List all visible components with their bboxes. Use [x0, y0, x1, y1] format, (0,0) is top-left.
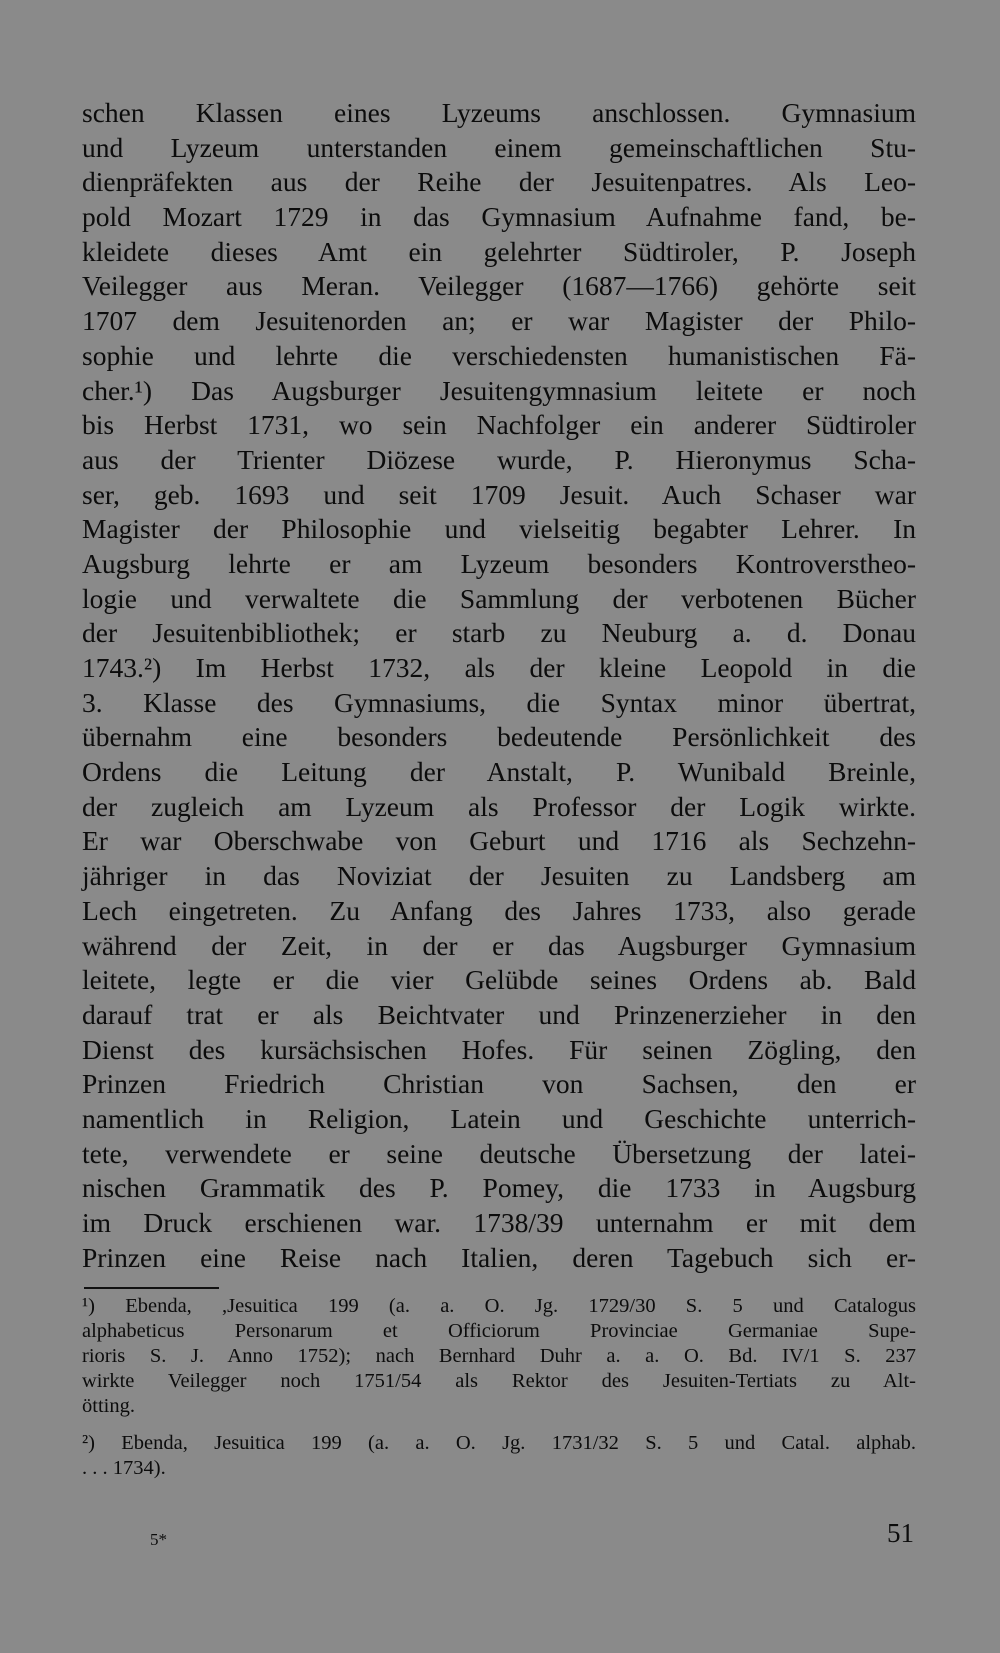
text-line: pold Mozart 1729 in das Gymnasium Aufnahme fand, be-	[82, 201, 916, 233]
text-line: leitete, legte er die vier Gelübde seines Ordens ab. Bald	[82, 964, 916, 996]
footnotes	[82, 1294, 916, 1481]
text-line: jähriger in das Noviziat der Jesuiten zu Landsberg am	[82, 860, 916, 892]
text-line: darauf trat er als Beichtvater und Prinzenerzieher in den	[82, 998, 916, 1030]
footnote-line: rioris S. J. Anno 1752); nach Bernhard Duhr a. a. O. Bd. IV/1 S. 237	[82, 1345, 916, 1367]
text-line: tete, verwendete er seine deutsche Übersetzung der latei-	[82, 1137, 916, 1169]
text-line: Prinzen eine Reise nach Italien, deren Tagebuch sich er-	[82, 1241, 916, 1273]
text-line: Ordens die Leitung der Anstalt, P. Wunibald Breinle,	[82, 756, 916, 788]
text-line: übernahm eine besonders bedeutende Persönlichkeit des	[82, 721, 916, 753]
footnote-line: ²) Ebenda, Jesuitica 199 (a. a. O. Jg. 1731/32 S. 5 und Catal. alphab.	[82, 1432, 916, 1454]
footnote-gap	[82, 1419, 916, 1431]
footnote-line: ¹) Ebenda, ,Jesuitica 199 (a. a. O. Jg. 1729/30 S. 5 und Catalogus	[82, 1295, 916, 1317]
text-line: und Lyzeum unterstanden einem gemeinschaftlichen Stu-	[82, 131, 916, 163]
text-line: dienpräfekten aus der Reihe der Jesuitenpatres. Als Leo-	[82, 166, 916, 198]
text-line: Magister der Philosophie und vielseitig begabter Lehrer. In	[82, 513, 916, 545]
text-line: namentlich in Religion, Latein und Geschichte unterrich-	[82, 1102, 916, 1134]
text-line: 3. Klasse des Gymnasiums, die Syntax minor übertrat,	[82, 686, 916, 718]
text-line: der Jesuitenbibliothek; er starb zu Neuburg a. d. Donau	[82, 617, 916, 649]
footnote-line: wirkte Veilegger noch 1751/54 als Rektor des Jesuiten-Tertiats zu Alt-	[82, 1370, 916, 1392]
text-line: bis Herbst 1731, wo sein Nachfolger ein anderer Südtiroler	[82, 409, 916, 441]
footnote-line: . . . 1734).	[82, 1457, 166, 1479]
printer-signature-mark: 5*	[150, 1530, 167, 1549]
text-line: logie und verwaltete die Sammlung der verbotenen Bücher	[82, 582, 916, 614]
text-line: cher.¹) Das Augsburger Jesuitengymnasium leitete er noch	[82, 374, 916, 406]
text-line: ser, geb. 1693 und seit 1709 Jesuit. Auch Schaser war	[82, 478, 916, 510]
text-line: im Druck erschienen war. 1738/39 unternahm er mit dem	[82, 1207, 916, 1238]
body-text	[82, 96, 916, 1275]
footnote-separator	[84, 1287, 219, 1289]
text-line: während der Zeit, in der er das Augsburger Gymnasium	[82, 929, 916, 961]
footnote-line: ötting.	[82, 1395, 135, 1417]
text-line: sophie und lehrte die verschiedensten humanistischen Fä-	[82, 339, 916, 371]
text-line: Dienst des kursächsischen Hofes. Für seinen Zögling, den	[82, 1033, 916, 1065]
text-line: Veilegger aus Meran. Veilegger (1687—1766) gehörte seit	[82, 270, 916, 302]
text-line: aus der Trienter Diözese wurde, P. Hieronymus Scha-	[82, 443, 916, 475]
page-number: 51	[887, 1518, 914, 1548]
text-line: schen Klassen eines Lyzeums anschlossen. Gymnasium	[82, 97, 916, 128]
footnote-line: alphabeticus Personarum et Officiorum Provinciae Germaniae Supe-	[82, 1320, 916, 1342]
text-line: Er war Oberschwabe von Geburt und 1716 als Sechzehn-	[82, 825, 916, 857]
text-line: Lech eingetreten. Zu Anfang des Jahres 1733, also gerade	[82, 894, 916, 926]
text-line: 1707 dem Jesuitenorden an; er war Magister der Philo-	[82, 305, 916, 337]
text-line: Augsburg lehrte er am Lyzeum besonders Kontroverstheo-	[82, 547, 916, 579]
text-line: Prinzen Friedrich Christian von Sachsen, den er	[82, 1068, 916, 1100]
text-line: 1743.²) Im Herbst 1732, als der kleine Leopold in die	[82, 652, 916, 683]
text-line: kleidete dieses Amt ein gelehrter Südtiroler, P. Joseph	[82, 235, 916, 267]
text-line: nischen Grammatik des P. Pomey, die 1733 in Augsburg	[82, 1172, 916, 1204]
text-line: der zugleich am Lyzeum als Professor der Logik wirkte.	[82, 790, 916, 822]
